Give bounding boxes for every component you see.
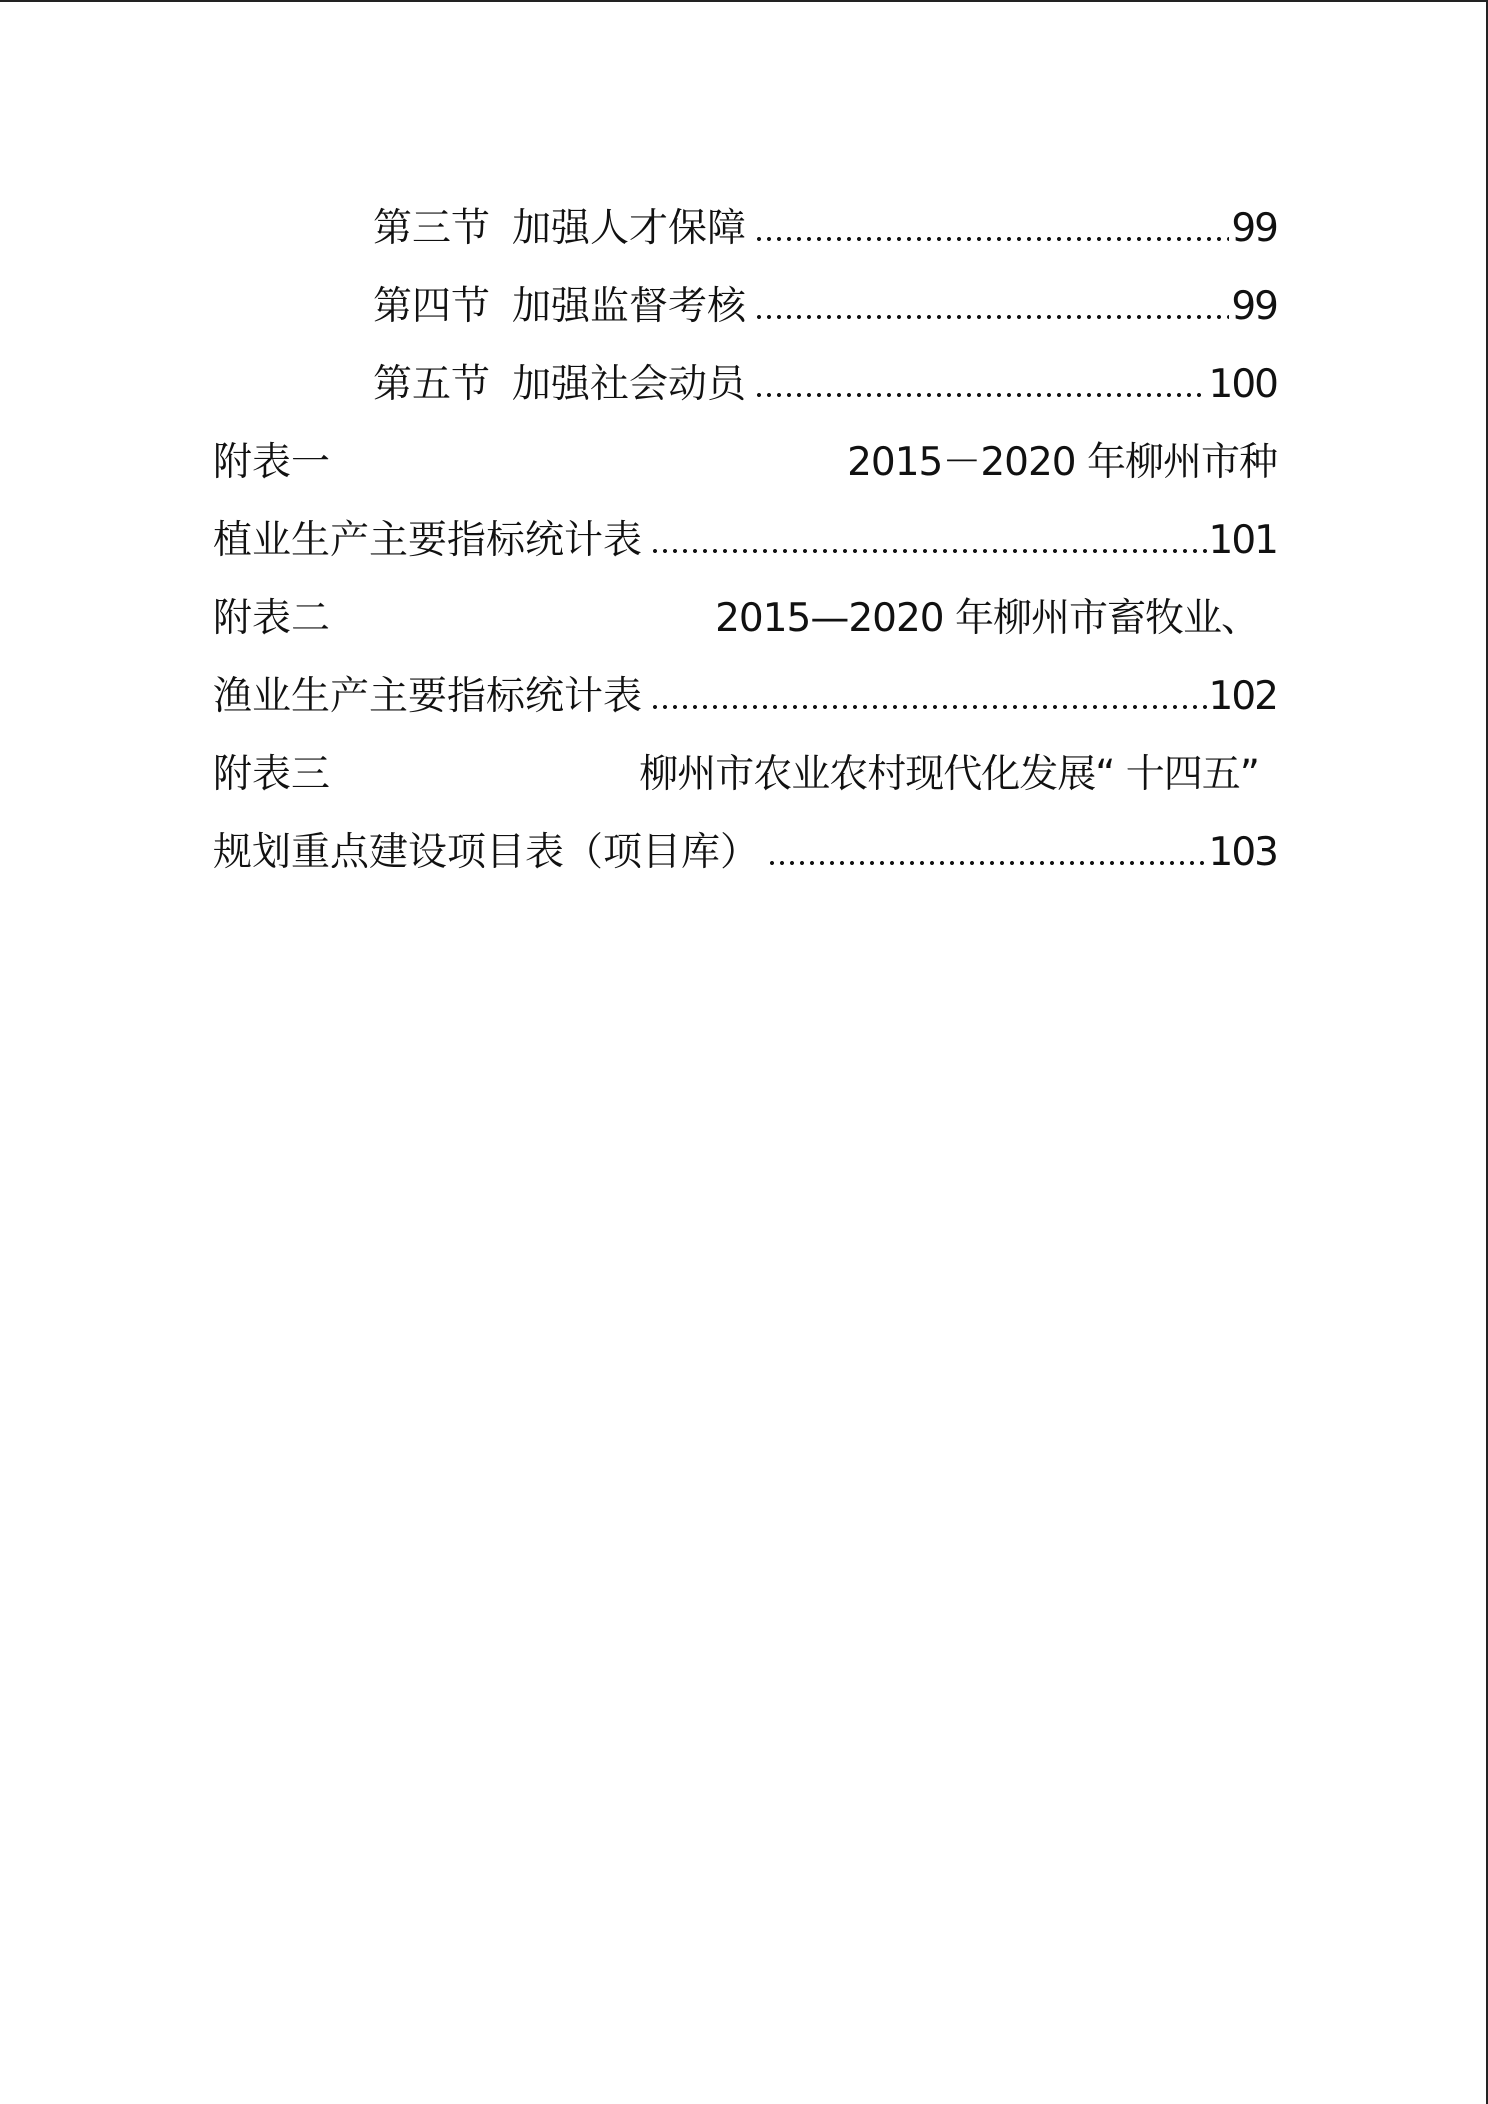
- appendix-title-line2: 渔业生产主要指标统计表: [213, 674, 643, 719]
- page-number: 100: [1208, 362, 1277, 407]
- appendix-title-line1: 柳州市农业农村现代化发展“ 十四五”: [639, 752, 1259, 797]
- section-title: 加强社会动员: [512, 362, 747, 407]
- appendix-label: 附表三: [213, 752, 331, 797]
- toc-entry-title: [373, 268, 746, 346]
- appendix-title-line1: 2015—2020 年柳州市畜牧业、: [715, 596, 1259, 641]
- toc-entry-appendix-1[interactable]: [213, 424, 1277, 502]
- section-title: 加强监督考核: [512, 284, 747, 329]
- appendix-label: 附表一: [213, 440, 331, 485]
- page-number: 99: [1231, 284, 1277, 329]
- toc-entry-title: [373, 346, 746, 424]
- dot-leader: [754, 215, 1229, 243]
- toc-entry-title: [373, 190, 746, 268]
- toc-entry-appendix-2-continued[interactable]: [213, 658, 1277, 736]
- page-number: 102: [1208, 674, 1277, 719]
- appendix-label: 附表二: [213, 596, 331, 641]
- toc-entry-section-4[interactable]: [213, 268, 1277, 346]
- toc-entry-appendix-3[interactable]: [213, 736, 1277, 814]
- toc-entry-appendix-1-continued[interactable]: [213, 502, 1277, 580]
- toc-entry-section-3[interactable]: [213, 190, 1277, 268]
- toc-entry-appendix-3-continued[interactable]: [213, 814, 1277, 892]
- dot-leader: [650, 527, 1207, 555]
- dot-leader: [767, 839, 1207, 867]
- appendix-title-line2: 规划重点建设项目表（项目库）: [213, 830, 760, 875]
- page-number: 103: [1208, 830, 1277, 875]
- appendix-title-line1: 2015－2020 年柳州市种: [847, 440, 1277, 485]
- dot-leader: [650, 683, 1207, 711]
- section-title: 加强人才保障: [512, 206, 747, 251]
- page-number: 101: [1208, 518, 1277, 563]
- dot-leader: [754, 371, 1207, 399]
- section-label: 第四节: [373, 284, 491, 329]
- table-of-contents: [213, 190, 1277, 892]
- dot-leader: [754, 293, 1229, 321]
- section-label: 第三节: [373, 206, 491, 251]
- page-number: 99: [1231, 206, 1277, 251]
- toc-entry-appendix-2[interactable]: [213, 580, 1277, 658]
- toc-entry-section-5[interactable]: [213, 346, 1277, 424]
- appendix-title-line2: 植业生产主要指标统计表: [213, 518, 643, 563]
- section-label: 第五节: [373, 362, 491, 407]
